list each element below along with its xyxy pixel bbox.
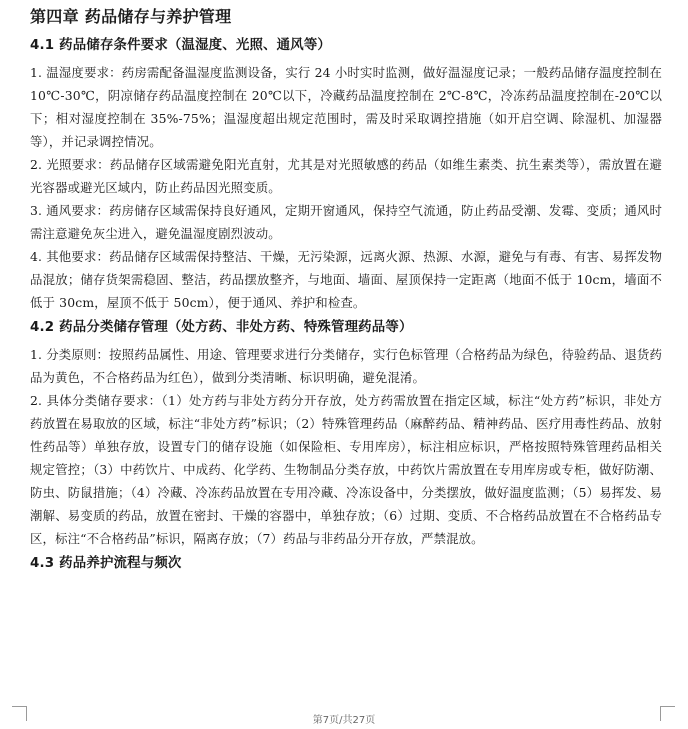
page-number-footer: 第7页/共27页	[312, 715, 376, 726]
paragraph-classification-principle: 1. 分类原则：按照药品属性、用途、管理要求进行分类储存，实行色标管理（合格药品为绿色，待验药品、退货药品为黄色，不合格药品为红色），做到分类清晰、标识明确，避免混淆。	[30, 347, 662, 385]
paragraph-ventilation: 3. 通风要求：药房储存区域需保持良好通风，定期开窗通风，保持空气流通，防止药品受潮、发霉、变质；通风时需注意避免灰尘进入，避免温湿度剧烈波动。	[30, 203, 662, 241]
paragraph-light: 2. 光照要求：药品储存区域需避免阳光直射，尤其是对光照敏感的药品（如维生素类、抗生素类等），需放置在避光容器或避光区域内，防止药品因光照变质。	[30, 157, 662, 195]
document-body	[30, 6, 662, 579]
section-heading-4-1: 4.1 药品储存条件要求（温湿度、光照、通风等）	[30, 38, 331, 53]
section-heading-4-2: 4.2 药品分类储存管理（处方药、非处方药、特殊管理药品等）	[30, 320, 413, 335]
paragraph-classification-requirements: 2. 具体分类储存要求：（1）处方药与非处方药分开存放，处方药需放置在指定区域，标注“处方药”标识，非处方药放置在易取放的区域，标注“非处方药”标识；（2）特殊管理药品（麻醉药品、精神药品、医疗用毒性药品、放射性药品等）单独存放，设置专门的储存设施（如保险柜、专用库房），标注相应标识，严格按照特殊管理药品相关规定管控；（3）中药饮片、中成药、化学药、生物制品分类存放，中药饮片需放置在专用库房或专柜，做好防潮、防虫、防鼠措施；（4）冷藏、冷冻药品放置在专用冷藏、冷冻设备中，分类摆放，做好温度监测；（5）易挥发、易潮解、易变质的药品，放置在密封、干燥的容器中，单独存放；（6）过期、变质、不合格药品放置在不合格药品专区，标注“不合格药品”标识，隔离存放；（7）药品与非药品分开存放，严禁混放。	[30, 393, 662, 546]
chapter-title: 第四章 药品储存与养护管理	[30, 7, 232, 26]
paragraph-temperature-humidity: 1. 温湿度要求：药房需配备温湿度监测设备，实行 24 小时实时监测，做好温湿度记录；一般药品储存温度控制在 10℃-30℃，阴凉储存药品温度控制在 20℃以下，冷藏药品温度控制在 2℃-8℃，冷冻药品温度控制在-20℃以下；相对湿度控制在 35%-75%；温湿度超出规定范围时，需及时采取调控措施（如开启空调、除湿机、加湿器等），并记录调控情况。	[30, 65, 662, 149]
section-heading-4-3: 4.3 药品养护流程与频次	[30, 556, 182, 571]
paragraph-other-requirements: 4. 其他要求：药品储存区域需保持整洁、干燥，无污染源，远离火源、热源、水源，避免与有毒、有害、易挥发物品混放；储存货架需稳固、整洁，药品摆放整齐，与地面、墙面、屋顶保持一定距离（地面不低于 10cm，墙面不低于 30cm，屋顶不低于 50cm），便于通风、养护和检查。	[30, 249, 662, 310]
